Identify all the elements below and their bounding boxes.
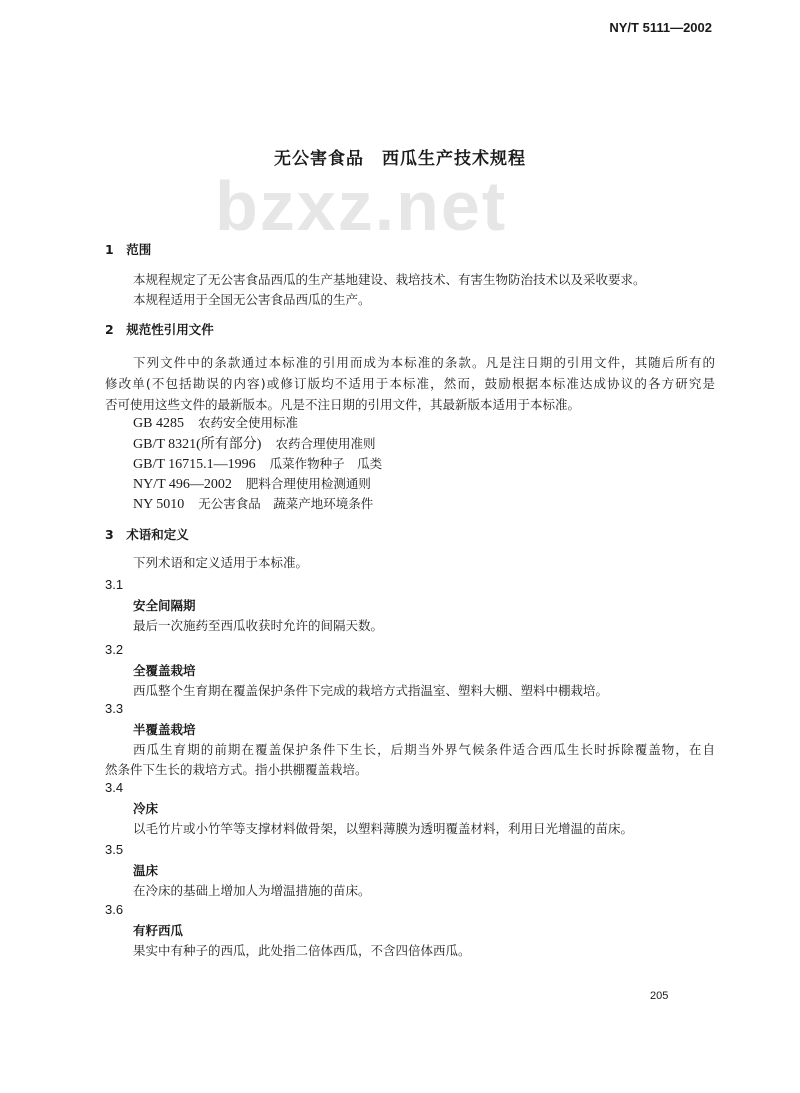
term-name: 半覆盖栽培 bbox=[133, 722, 196, 737]
section-3-heading: 3 术语和定义 bbox=[105, 527, 189, 542]
reference-title: 肥料合理使用检测通则 bbox=[245, 476, 371, 491]
watermark: bzxz.net bbox=[215, 167, 508, 245]
page-number: 205 bbox=[650, 990, 669, 1002]
reference-item bbox=[133, 415, 298, 432]
reference-item bbox=[133, 456, 382, 473]
reference-code: GB/T 8321(所有部分) bbox=[133, 437, 262, 452]
reference-code: GB/T 16715.1—1996 bbox=[133, 457, 256, 472]
paragraph-line: 下列文件中的条款通过本标准的引用而成为本标准的条款。凡是注日期的引用文件，其随后所有的 bbox=[133, 355, 715, 370]
term-number: 3.2 bbox=[105, 642, 124, 657]
term-definition: 然条件下生长的栽培方式。指小拱棚覆盖栽培。 bbox=[105, 762, 368, 777]
reference-title: 农药安全使用标准 bbox=[197, 415, 298, 430]
term-definition: 在冷床的基础上增加人为增温措施的苗床。 bbox=[133, 883, 371, 898]
term-definition: 最后一次施药至西瓜收获时允许的间隔天数。 bbox=[133, 618, 384, 633]
term-number: 3.5 bbox=[105, 842, 124, 857]
standard-code: NY/T 5111—2002 bbox=[609, 20, 712, 35]
section-1-heading: 1 范围 bbox=[105, 242, 152, 257]
term-name: 安全间隔期 bbox=[133, 598, 196, 613]
term-definition: 西瓜生育期的前期在覆盖保护条件下生长，后期当外界气候条件适合西瓜生长时拆除覆盖物，在自 bbox=[133, 742, 715, 757]
reference-item bbox=[133, 476, 371, 493]
term-number: 3.6 bbox=[105, 902, 124, 917]
reference-code: NY 5010 bbox=[133, 497, 185, 512]
term-definition: 果实中有种子的西瓜，此处指二倍体西瓜，不含四倍体西瓜。 bbox=[133, 943, 471, 958]
page-title: 无公害食品 西瓜生产技术规程 bbox=[274, 149, 526, 169]
paragraph: 本规程适用于全国无公害食品西瓜的生产。 bbox=[133, 292, 371, 307]
term-definition: 西瓜整个生育期在覆盖保护条件下完成的栽培方式指温室、塑料大棚、塑料中棚栽培。 bbox=[133, 683, 609, 698]
term-number: 3.4 bbox=[105, 780, 124, 795]
reference-title: 瓜菜作物种子 瓜类 bbox=[269, 456, 383, 471]
paragraph-line: 否可使用这些文件的最新版本。凡是不注日期的引用文件，其最新版本适用于本标准。 bbox=[105, 397, 581, 412]
reference-code: GB 4285 bbox=[133, 416, 184, 431]
reference-title: 农药合理使用准则 bbox=[275, 436, 376, 451]
paragraph-line: 修改单(不包括勘误的内容)或修订版均不适用于本标准，然而，鼓励根据本标准达成协议的各方研究是 bbox=[105, 376, 715, 391]
term-name: 温床 bbox=[133, 863, 159, 878]
section-2-heading: 2 规范性引用文件 bbox=[105, 322, 214, 337]
term-name: 冷床 bbox=[133, 801, 159, 816]
reference-item bbox=[133, 496, 373, 513]
term-number: 3.3 bbox=[105, 701, 124, 716]
paragraph: 下列术语和定义适用于本标准。 bbox=[133, 555, 309, 570]
term-name: 有籽西瓜 bbox=[133, 923, 184, 938]
term-definition: 以毛竹片或小竹竿等支撑材料做骨架，以塑料薄膜为透明覆盖材料，利用日光增温的苗床。 bbox=[133, 821, 634, 836]
reference-code: NY/T 496—2002 bbox=[133, 477, 232, 492]
term-number: 3.1 bbox=[105, 577, 124, 592]
term-name: 全覆盖栽培 bbox=[133, 663, 196, 678]
reference-title: 无公害食品 蔬菜产地环境条件 bbox=[198, 496, 374, 511]
paragraph: 本规程规定了无公害食品西瓜的生产基地建设、栽培技术、有害生物防治技术以及采收要求。 bbox=[133, 272, 646, 287]
reference-item bbox=[133, 436, 375, 453]
